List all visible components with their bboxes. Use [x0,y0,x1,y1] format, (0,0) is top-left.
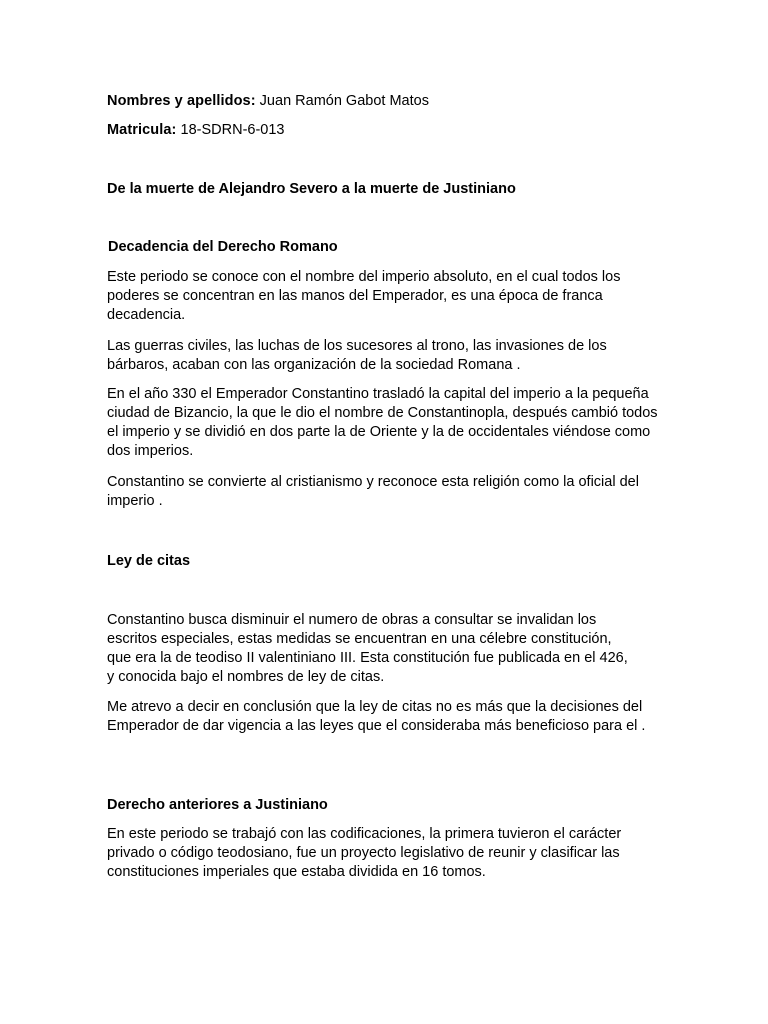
document-title: De la muerte de Alejandro Severo a la muerte de Justiniano [107,181,516,197]
name-value: Juan Ramón Gabot Matos [255,93,429,109]
name-label: Nombres y apellidos: [107,93,256,109]
paragraph: Constantino busca disminuir el numero de obras a consultar se invalidan los escritos especiales, estas medidas se encuentran en una célebre constitución, que era la de teodiso II valentiniano III. Esta constitución fue publicada en el 426, y conocida bajo el nombres de ley de citas. [107,612,628,685]
paragraph: Las guerras civiles, las luchas de los sucesores al trono, las invasiones de los bárbaros, acaban con las organización de la sociedad Romana . [107,338,607,373]
name-line [107,92,667,111]
paragraph: Este periodo se conoce con el nombre del imperio absoluto, en el cual todos los poderes se concentran en las manos del Emperador, es una época de franca decadencia. [107,269,621,323]
paragraph: Constantino se convierte al cristianismo y reconoce esta religión como la oficial del imperio . [107,474,639,509]
id-line [107,121,667,140]
paragraph: En el año 330 el Emperador Constantino trasladó la capital del imperio a la pequeña ciudad de Bizancio, la que le dio el nombre de Constantinopla, después cambió todos el imperio y se dividió en dos parte la de Oriente y la de occidentales viéndose como dos imperios. [107,386,658,459]
paragraph: Me atrevo a decir en conclusión que la ley de citas no es más que la decisiones del Emperador de dar vigencia a las leyes que el consideraba más beneficioso para el . [107,699,646,734]
id-label: Matricula: [107,122,177,138]
id-value: 18-SDRN-6-013 [176,122,285,138]
paragraph: En este periodo se trabajó con las codificaciones, la primera tuvieron el carácter privado o código teodosiano, fue un proyecto legislativo de reunir y clasificar las constituciones imperiales que estaba dividida en 16 tomos. [107,826,622,880]
section-heading: Derecho anteriores a Justiniano [107,797,328,813]
section-heading: Ley de citas [107,553,191,569]
section-heading: Decadencia del Derecho Romano [108,239,338,255]
